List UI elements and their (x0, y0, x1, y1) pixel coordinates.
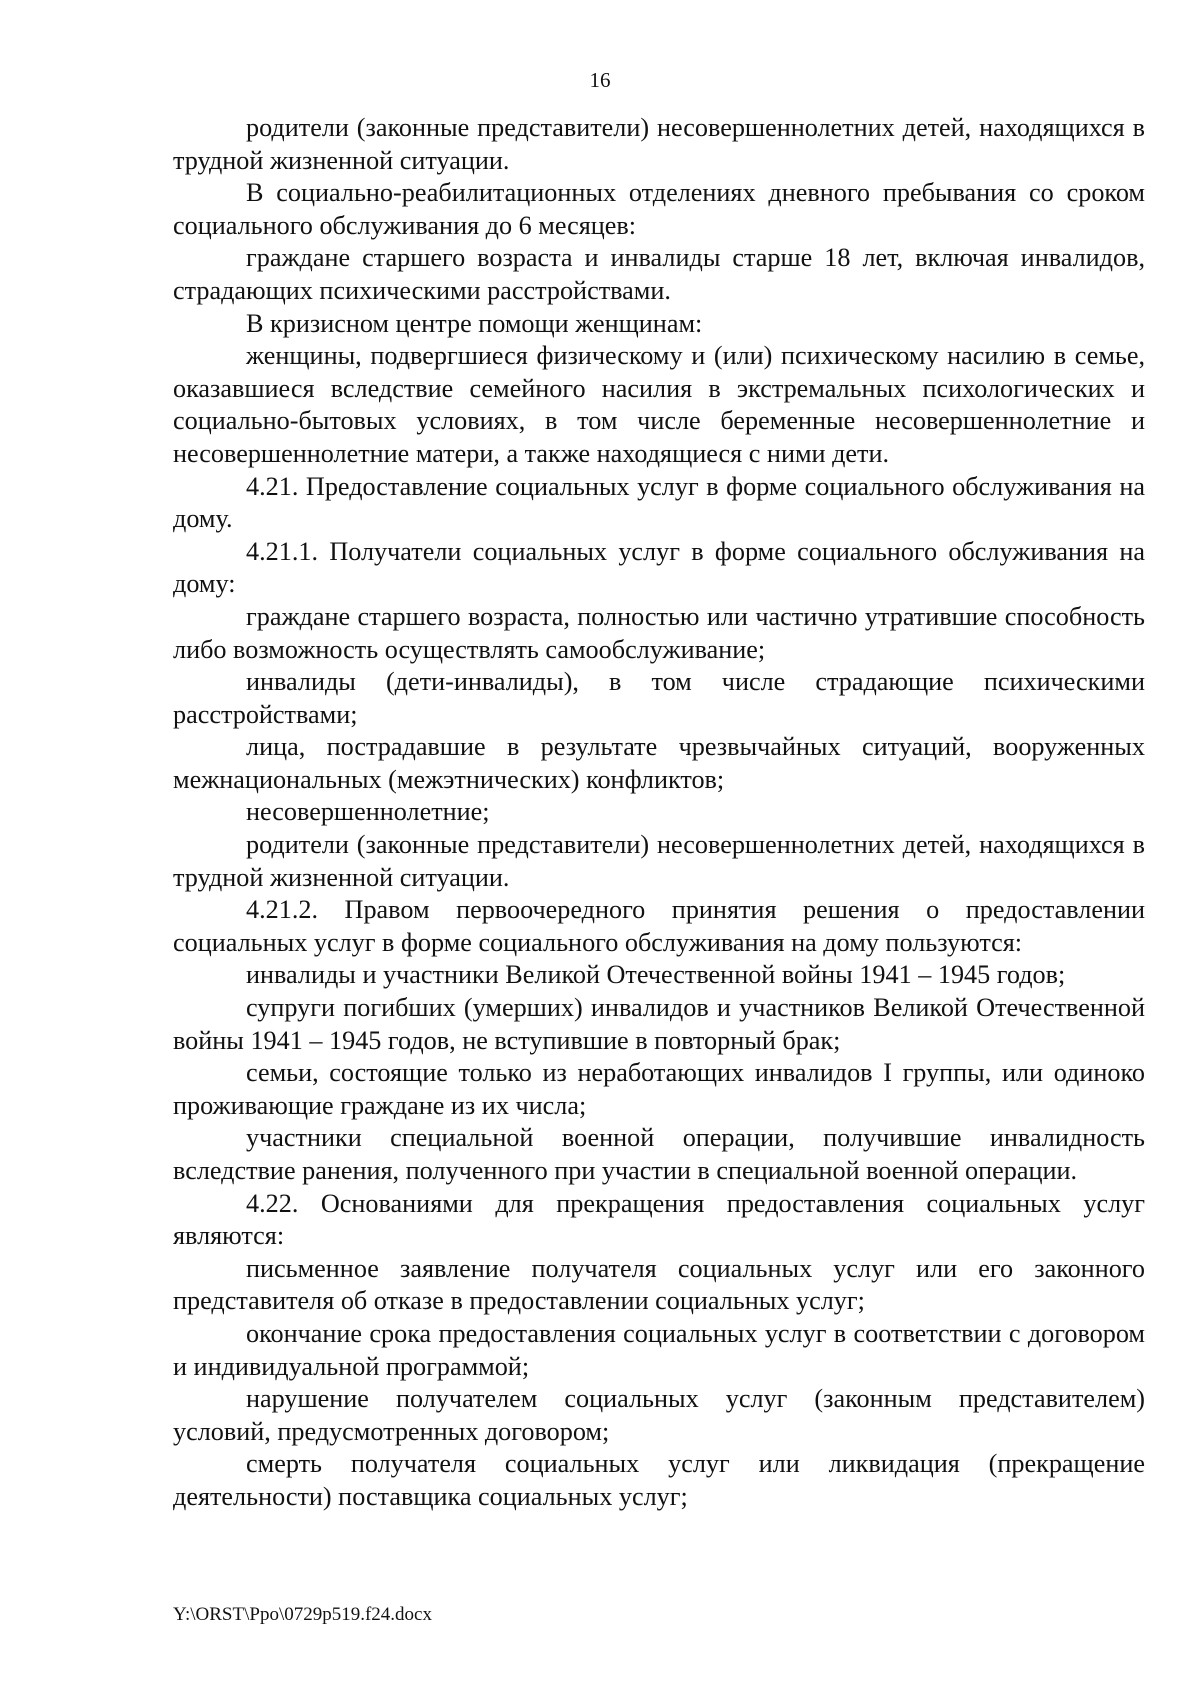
paragraph: 4.21.2. Правом первоочередного принятия решения о предоставлении социальных услуг в форме социального обслуживания на дому пользуются: (173, 895, 1145, 957)
paragraph: нарушение получателем социальных услуг (законным представителем) условий, предусмотренных договором; (173, 1384, 1145, 1446)
paragraph: инвалиды и участники Великой Отечественной войны 1941 – 1945 годов; (246, 960, 1066, 990)
paragraph: родители (законные представители) несовершеннолетних детей, находящихся в трудной жизненной ситуации. (173, 113, 1145, 175)
paragraph: письменное заявление получателя социальных услуг или его законного представителя об отказе в предоставлении социальных услуг; (173, 1253, 1145, 1316)
paragraph: В кризисном центре помощи женщинам: (246, 308, 703, 338)
paragraph: семьи, состоящие только из неработающих инвалидов I группы, или одиноко проживающие граждане из их числа; (173, 1058, 1145, 1120)
document-body (173, 112, 1145, 1514)
paragraph: супруги погибших (умерших) инвалидов и участников Великой Отечественной войны 1941 – 1945 годов, не вступившие в повторный брак; (173, 993, 1145, 1055)
paragraph: участники специальной военной операции, получившие инвалидность вследствие ранения, полученного при участии в специальной военной операции. (173, 1123, 1145, 1185)
paragraph: В социально-реабилитационных отделениях дневного пребывания со сроком социального обслуживания до 6 месяцев: (173, 178, 1145, 240)
paragraph: смерть получателя социальных услуг или ликвидация (прекращение деятельности) поставщика социальных услуг; (173, 1449, 1145, 1511)
page-number: 16 (589, 68, 611, 92)
paragraph: граждане старшего возраста, полностью или частично утратившие способность либо возможность осуществлять самообслуживание; (173, 601, 1145, 664)
paragraph: несовершеннолетние; (246, 797, 490, 827)
paragraph: 4.21.1. Получатели социальных услуг в форме социального обслуживания на дому: (173, 536, 1145, 599)
paragraph: инвалиды (дети-инвалиды), в том числе страдающие психическими расстройствами; (173, 667, 1145, 729)
paragraph: лица, пострадавшие в результате чрезвычайных ситуаций, вооруженных межнациональных (межэтнических) конфликтов; (173, 732, 1145, 794)
paragraph: окончание срока предоставления социальных услуг в соответствии с договором и индивидуальной программой; (173, 1318, 1145, 1381)
footer-file-path: Y:\ORST\Ppo\0729p519.f24.docx (173, 1604, 432, 1625)
paragraph: граждане старшего возраста и инвалиды старше 18 лет, включая инвалидов, страдающих психическими расстройствами. (173, 243, 1145, 305)
paragraph: 4.21. Предоставление социальных услуг в форме социального обслуживания на дому. (173, 471, 1145, 534)
paragraph: 4.22. Основаниями для прекращения предоставления социальных услуг являются: (173, 1188, 1145, 1251)
paragraph: женщины, подвергшиеся физическому и (или) психическому насилию в семье, оказавшиеся вследствие семейного насилия в экстремальных психологических и социально-бытовых условиях, в том числе беременные несовершеннолетние и несовершеннолетние матери, а также находящиеся с ними дети. (173, 341, 1145, 468)
paragraph: родители (законные представители) несовершеннолетних детей, находящихся в трудной жизненной ситуации. (173, 830, 1145, 892)
